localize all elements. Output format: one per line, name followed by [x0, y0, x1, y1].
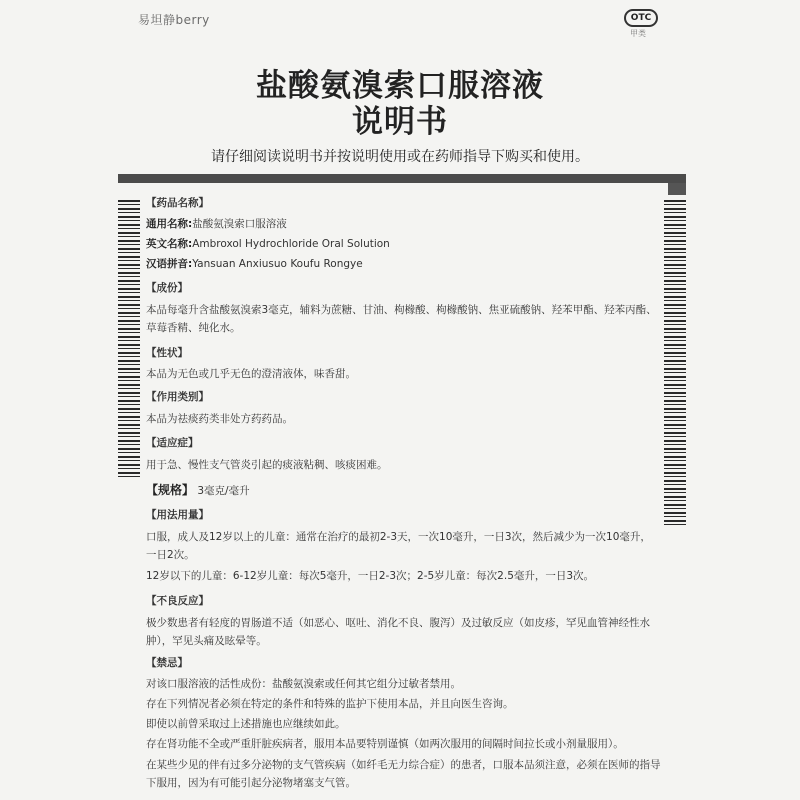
- page-title: 盐酸氨溴索口服溶液: [256, 68, 544, 104]
- barcode-left: [118, 200, 140, 480]
- generic-name-value: 盐酸氨溴索口服溶液: [192, 218, 287, 230]
- contra-line-4: 存在肾功能不全或严重肝脏疾病者，服用本品要特别谨慎（如两次服用的间隔时间拉长或小剂量服用）。: [146, 738, 624, 750]
- contra-line-2: 存在下列情况者必须在特定的条件和特殊的监护下使用本品，并且向医生咨询。: [146, 698, 514, 710]
- contra-line-1: 对该口服溶液的活性成份：盐酸氨溴索或任何其它组分过敏者禁用。: [146, 678, 461, 690]
- divider-bar-tab: [668, 183, 686, 195]
- generic-name-label: 通用名称:: [146, 218, 193, 230]
- category-text: 本品为祛痰药类非处方药药品。: [146, 413, 293, 425]
- pinyin-name-label: 汉语拼音:: [146, 258, 193, 270]
- pinyin-name-value: Yansuan Anxiusuo Koufu Rongye: [192, 258, 363, 270]
- generic-name-row: [146, 216, 287, 233]
- otc-class-label: 甲类: [630, 29, 646, 38]
- indications-text: 用于急、慢性支气管炎引起的痰液粘稠、咳痰困难。: [146, 459, 388, 471]
- divider-bar: [118, 174, 686, 183]
- spec-row: [146, 482, 250, 500]
- dosage-child-text: 12岁以下的儿童：6-12岁儿童：每次5毫升，一日2-3次；2-5岁儿童：每次2.5毫升，一日3次。: [146, 570, 595, 582]
- section-header-dosage: 【用法用量】: [146, 509, 209, 521]
- barcode-right: [664, 200, 686, 525]
- contra-line-3: 即使以前曾采取过上述措施也应继续如此。: [146, 718, 346, 730]
- section-header-ingredients: 【成份】: [146, 282, 188, 294]
- section-header-spec: 【规格】: [146, 483, 195, 497]
- dosage-adult-text: 口服，成人及12岁以上的儿童：通常在治疗的最初2-3天，一次10毫升，一日3次，然后减少为一次10毫升，一日2次。: [146, 531, 651, 561]
- otc-badge: OTC: [624, 9, 658, 27]
- section-header-category: 【作用类别】: [146, 391, 209, 403]
- usage-notice: 请仔细阅读说明书并按说明使用或在药师指导下购买和使用。: [211, 149, 589, 165]
- section-header-properties: 【性状】: [146, 347, 188, 359]
- section-header-adverse: 【不良反应】: [146, 595, 209, 607]
- section-header-name: 【药品名称】: [146, 197, 209, 209]
- english-name-row: [146, 236, 390, 253]
- contra-line-5: 在某些少见的伴有过多分泌物的支气管疾病（如纤毛无力综合症）的患者，口服本品须注意，必须在医师的指导下服用，因为有可能引起分泌物堵塞支气管。: [146, 759, 661, 789]
- properties-text: 本品为无色或几乎无色的澄清液体，味香甜。: [146, 368, 356, 380]
- english-name-value: Ambroxol Hydrochloride Oral Solution: [192, 238, 390, 250]
- brand-logo: 易坦静berry: [138, 13, 210, 27]
- section-header-contraindications: 【禁忌】: [146, 657, 188, 669]
- spec-value: 3毫克/毫升: [197, 485, 250, 497]
- page-subtitle: 说明书: [352, 104, 448, 140]
- pinyin-name-row: [146, 256, 363, 273]
- ingredients-text: 本品每毫升含盐酸氨溴索3毫克，辅料为蔗糖、甘油、枸橼酸、枸橼酸钠、焦亚硫酸钠、羟苯甲酯、羟苯丙酯、草莓香精、纯化水。: [146, 304, 657, 334]
- section-header-indications: 【适应症】: [146, 437, 199, 449]
- english-name-label: 英文名称:: [146, 238, 193, 250]
- adverse-text: 极少数患者有轻度的胃肠道不适（如恶心、呕吐、消化不良、腹泻）及过敏反应（如皮疹，罕见血管神经性水肿），罕见头痛及眩晕等。: [146, 617, 650, 647]
